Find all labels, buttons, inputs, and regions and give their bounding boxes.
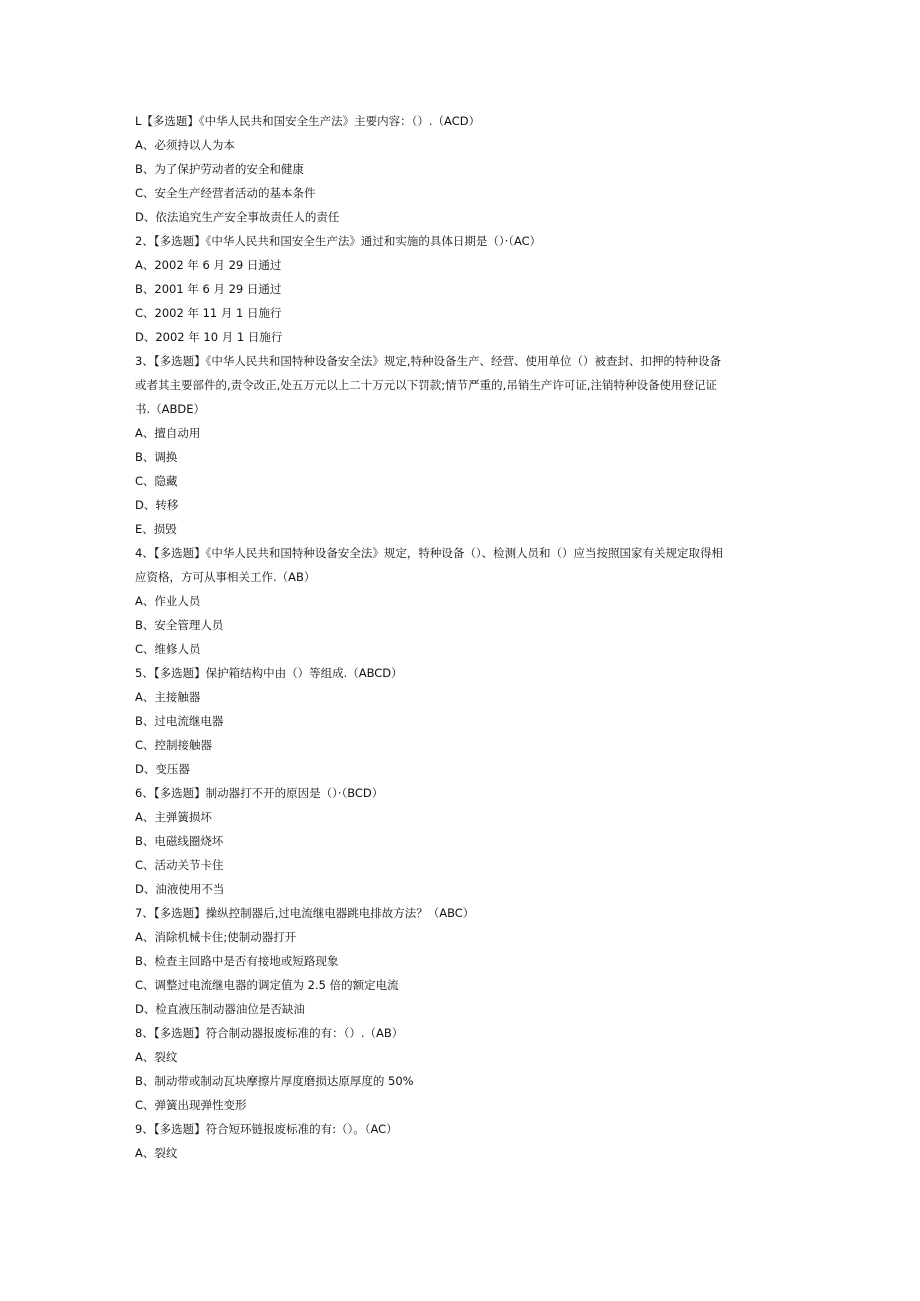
text-line: C、弹簧出现弹性变形 <box>135 1098 247 1112</box>
question-list <box>135 109 795 1165</box>
text-line: B、安全管理人员 <box>135 618 224 632</box>
text-line: A、主弹簧损坏 <box>135 810 212 824</box>
text-line: 或者其主要部件的,责令改正,处五万元以上二十万元以下罚款;情节严重的,吊销生产许可证,注销特种设备使用登记证 <box>135 378 717 392</box>
text-line: B、制动带或制动瓦块摩擦片厚度磨损达原厚度的 50% <box>135 1074 414 1088</box>
text-line: B、过电流继电器 <box>135 714 224 728</box>
text-line: B、检查主回路中是否有接地或短路现象 <box>135 954 339 968</box>
text-line: C、2002 年 11 月 1 日施行 <box>135 306 282 320</box>
text-line: A、必须持以人为本 <box>135 138 235 152</box>
text-line: L【多选题】《中华人民共和国安全生产法》主要内容：（）.（ACD） <box>135 114 481 128</box>
text-line: 书.（ABDE） <box>135 402 206 416</box>
text-line: 8、【多选题】符合制动器报废标准的有：（）.（AB） <box>135 1026 404 1040</box>
text-line: C、维修人员 <box>135 642 201 656</box>
text-line: A、2002 年 6 月 29 日通过 <box>135 258 282 272</box>
text-line: C、活动关节卡住 <box>135 858 224 872</box>
text-line: 6、【多选题】制动器打不开的原因是（）·（BCD） <box>135 786 384 800</box>
text-line: B、2001 年 6 月 29 日通过 <box>135 282 282 296</box>
text-line: 3、【多选题】《中华人民共和国特种设备安全法》规定,特种设备生产、经营、使用单位（）被查封、扣押的特种设备 <box>135 354 721 368</box>
text-line: 2、【多选题】《中华人民共和国安全生产法》通过和实施的具体日期是（）·（AC） <box>135 234 542 248</box>
text-line: D、2002 年 10 月 1 日施行 <box>135 330 283 344</box>
text-line: D、转移 <box>135 498 179 512</box>
text-line: C、控制接触器 <box>135 738 213 752</box>
text-line: C、调整过电流继电器的调定值为 2.5 倍的额定电流 <box>135 978 399 992</box>
text-line: E、损毁 <box>135 522 177 536</box>
text-line: D、依法追究生产安全事故责任人的责任 <box>135 210 340 224</box>
text-line: 7、【多选题】操纵控制器后,过电流继电器跳电排故方法？（ABC） <box>135 906 475 920</box>
text-line: D、检直液压制动器油位是否缺油 <box>135 1002 305 1016</box>
text-line: A、裂纹 <box>135 1146 178 1160</box>
text-line: D、油液使用不当 <box>135 882 225 896</box>
text-line: B、电磁线圈烧坏 <box>135 834 224 848</box>
text-line: A、擅自动用 <box>135 426 201 440</box>
text-line: A、消除机械卡住;使制动器打开 <box>135 930 297 944</box>
text-line: A、主接触器 <box>135 690 201 704</box>
text-line: C、安全生产经营者活动的基本条件 <box>135 186 316 200</box>
text-line: A、作业人员 <box>135 594 201 608</box>
text-line: 5、【多选题】保护箱结构中由（）等组成.（ABCD） <box>135 666 403 680</box>
text-line: D、变压器 <box>135 762 190 776</box>
text-line: B、为了保护劳动者的安全和健康 <box>135 162 304 176</box>
text-line: 4、【多选题】《中华人民共和国特种设备安全法》规定，特种设备（）、检测人员和（）应当按照国家有关规定取得相 <box>135 546 724 560</box>
text-line: 9、【多选题】符合短环链报废标准的有:（）。（AC） <box>135 1122 398 1136</box>
text-line: A、裂纹 <box>135 1050 178 1064</box>
text-line: 应资格，方可从事相关工作.（AB） <box>135 570 316 584</box>
text-line: C、隐藏 <box>135 474 178 488</box>
text-line: B、调换 <box>135 450 178 464</box>
